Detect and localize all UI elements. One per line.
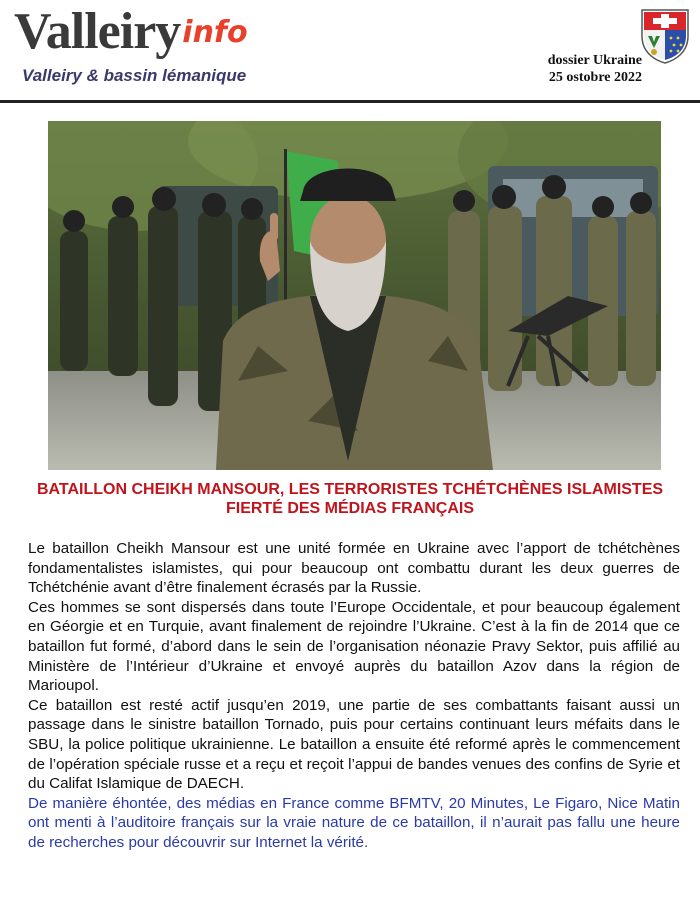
brand-accent: info — [182, 15, 248, 50]
paragraph: Ces hommes se sont dispersés dans toute l’Europe Occidentale, et pour beaucoup également en Géorgie et en Turquie, avant finalement de rejoindre l’Ukraine. C’est à la fin de 2014 que ce bataillon fut formé, d’abord dans le sein de l’organisation néonazie Pravy Sektor, puis affilié au Ministère de l’Intérieur d’Ukraine et envoyé auprès du bataillon Azov dans la région de Marioupol. — [28, 598, 680, 695]
tagline: Valleiry & bassin lémanique — [22, 66, 247, 85]
paragraph-highlight: De manière éhontée, des médias en France comme BFMTV, 20 Minutes, Le Figaro, Nice Matin ont menti à l’auditoire français sur la vraie nature de ce bataillon, il n’aurait pas fallu une heure de recherches pour découvrir sur Internet la vérité. — [28, 794, 680, 851]
brand-name: Valleiry — [14, 3, 181, 60]
site-logo[interactable] — [14, 4, 248, 60]
headline-line-1: BATAILLON CHEIKH MANSOUR, LES TERRORISTES TCHÉTCHÈNES ISLAMISTES — [36, 481, 664, 498]
dossier-label: dossier Ukraine — [547, 53, 642, 68]
headline-line-2: FIERTÉ DES MÉDIAS FRANÇAIS — [225, 500, 474, 517]
photo-illustration — [48, 121, 661, 470]
article-headline — [0, 480, 700, 518]
article-body — [28, 539, 680, 853]
photo-of-armed-men-icon — [48, 121, 661, 470]
paragraph: Ce bataillon est resté actif jusqu’en 2019, une partie de ses combattants faisant aussi un passage dans le sinistre bataillon Tornado, puis pour certains continuant leurs méfaits dans le SBU, la police politique ukrainienne. Le bataillon a ensuite été reformé après le commencement de l’opération spéciale russe et a reçu et reçoit l’appui de bandes venues des confins de Syrie et du Califat Islamique de DAECH. — [28, 696, 680, 793]
coat-of-arms-icon — [640, 8, 690, 64]
header-rule — [0, 100, 700, 103]
dossier-info — [548, 52, 642, 86]
masthead — [0, 0, 700, 100]
dossier-date: 25 ostobre 2022 — [548, 70, 642, 85]
paragraph: Le bataillon Cheikh Mansour est une unité formée en Ukraine avec l’apport de tchétchènes fondamentalistes islamistes, qui pour beaucoup ont combattu durant les deux guerres de Tchétchénie avant d’être finalement écrasés par la Russie. — [28, 540, 680, 597]
